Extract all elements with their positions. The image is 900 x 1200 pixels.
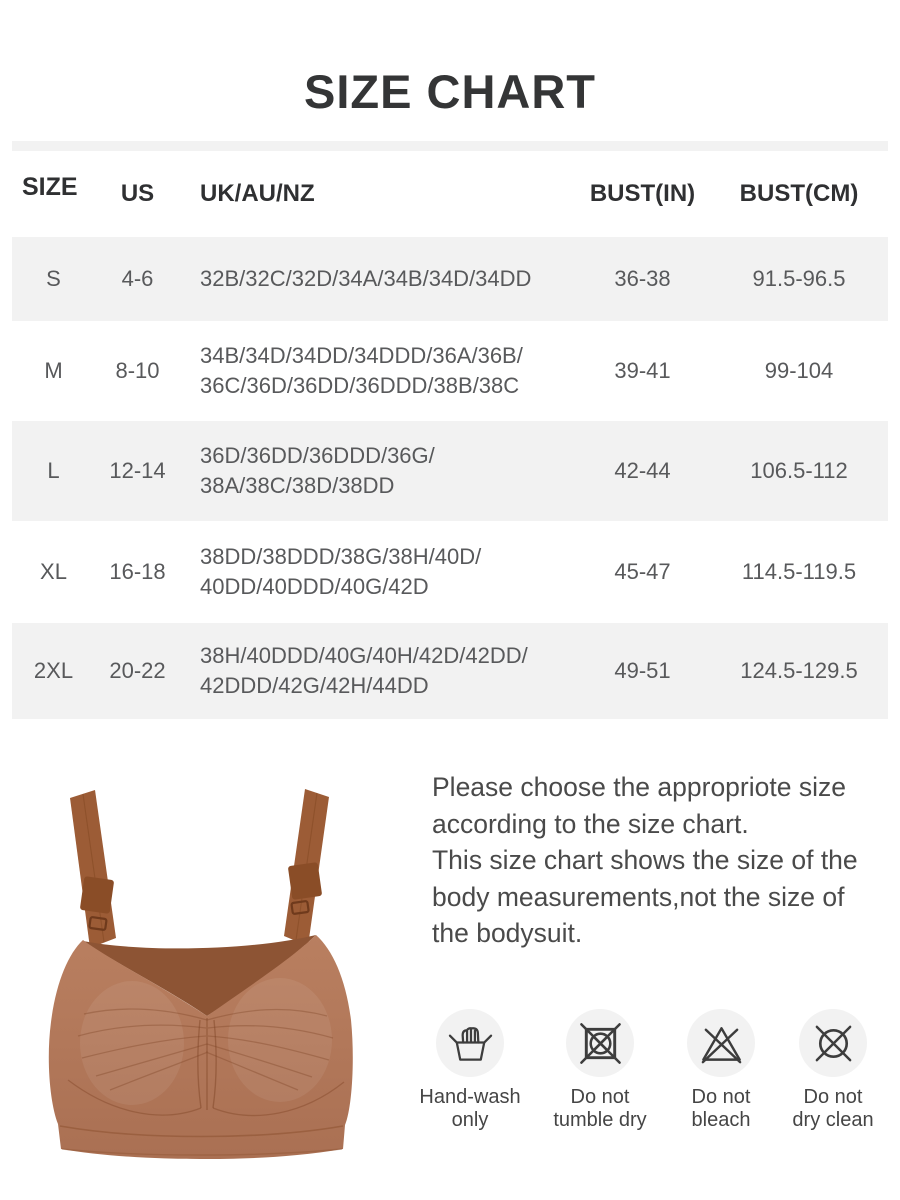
bust-in-cell: 39-41 bbox=[614, 358, 671, 383]
page-title: SIZE CHART bbox=[304, 65, 596, 118]
size-cell: S bbox=[46, 266, 61, 291]
care-label-line: Do not bbox=[803, 1086, 863, 1108]
uk-line: 38A/38C/38D/38DD bbox=[200, 473, 395, 498]
care-label bbox=[553, 1086, 646, 1132]
uk-line: 34B/34D/34DD/34DDD/36A/36B/ bbox=[200, 343, 523, 368]
bust-cm-cell: 106.5-112 bbox=[750, 458, 848, 483]
care-label bbox=[792, 1086, 873, 1132]
care-label bbox=[692, 1086, 751, 1132]
uk-line: 42DDD/42G/42H/44DD bbox=[200, 673, 429, 698]
us-cell: 12-14 bbox=[109, 458, 166, 483]
table-top-strip bbox=[12, 141, 888, 151]
care-label-line: Do not bbox=[691, 1086, 751, 1108]
bust-cm-cell: 91.5-96.5 bbox=[752, 266, 846, 291]
hand-wash-icon bbox=[436, 1009, 504, 1077]
bust-in-cell: 49-51 bbox=[614, 658, 671, 683]
header-us: US bbox=[120, 180, 155, 207]
care-instructions bbox=[0, 1009, 900, 1169]
note-line: the bodysuit. bbox=[432, 918, 583, 948]
table-row bbox=[12, 237, 888, 321]
size-cell: 2XL bbox=[33, 658, 74, 683]
care-item bbox=[535, 1009, 665, 1132]
us-cell: 8-10 bbox=[115, 358, 160, 383]
table-row bbox=[12, 521, 888, 623]
header-bust-cm: BUST(CM) bbox=[739, 180, 859, 207]
do-not-tumble-dry-icon bbox=[566, 1009, 634, 1077]
bust-in-cell: 36-38 bbox=[614, 266, 671, 291]
care-item bbox=[656, 1009, 786, 1132]
bust-in-cell: 42-44 bbox=[614, 458, 671, 483]
care-label-line: dry clean bbox=[792, 1109, 874, 1131]
size-chart-table bbox=[12, 141, 888, 719]
uk-line: 38H/40DDD/40G/40H/42D/42DD/ bbox=[200, 643, 528, 668]
note-line: body measurements,not the size of bbox=[432, 881, 845, 912]
uk-au-nz-cell bbox=[180, 441, 575, 501]
note-line: according to the size chart. bbox=[432, 808, 749, 839]
care-label-line: Hand-wash bbox=[419, 1086, 521, 1108]
size-cell: M bbox=[44, 358, 63, 383]
sizing-notes bbox=[432, 769, 892, 952]
do-not-dry-clean-icon bbox=[799, 1009, 867, 1077]
care-item bbox=[768, 1009, 898, 1132]
uk-au-nz-cell bbox=[180, 542, 575, 602]
care-label-line: Do not bbox=[570, 1086, 630, 1108]
uk-line: 38DD/38DDD/38G/38H/40D/ bbox=[200, 544, 482, 569]
table-header-row bbox=[12, 151, 888, 237]
uk-line: 40DD/40DDD/40G/42D bbox=[200, 574, 429, 599]
table-body bbox=[12, 237, 888, 719]
us-cell: 4-6 bbox=[121, 266, 154, 291]
care-item bbox=[405, 1009, 535, 1132]
size-cell: XL bbox=[40, 559, 67, 584]
note-line: This size chart shows the size of the bbox=[432, 845, 858, 875]
size-cell: L bbox=[47, 458, 60, 483]
uk-au-nz-cell bbox=[180, 641, 575, 701]
uk-au-nz-cell bbox=[180, 341, 575, 401]
uk-line: 36D/36DD/36DDD/36G/ bbox=[200, 443, 435, 468]
uk-line: 36C/36D/36DD/36DDD/38B/38C bbox=[200, 373, 520, 398]
care-label-line: tumble dry bbox=[553, 1109, 647, 1131]
bust-cm-cell: 114.5-119.5 bbox=[741, 559, 857, 584]
table-row bbox=[12, 321, 888, 421]
table-row bbox=[12, 623, 888, 719]
care-label-line: only bbox=[451, 1109, 489, 1131]
uk-line: 32B/32C/32D/34A/34B/34D/34DD bbox=[200, 266, 532, 291]
bust-in-cell: 45-47 bbox=[614, 559, 671, 584]
header-uk-au-nz: UK/AU/NZ bbox=[200, 180, 315, 207]
care-label bbox=[419, 1086, 520, 1132]
bust-cm-cell: 124.5-129.5 bbox=[740, 658, 858, 683]
us-cell: 20-22 bbox=[109, 658, 166, 683]
care-label-line: bleach bbox=[691, 1109, 751, 1131]
note-line: Please choose the appropriote size bbox=[432, 772, 846, 802]
us-cell: 16-18 bbox=[109, 559, 166, 584]
do-not-bleach-icon bbox=[687, 1009, 755, 1077]
uk-au-nz-cell bbox=[180, 264, 575, 294]
bust-cm-cell: 99-104 bbox=[764, 358, 834, 383]
header-size: SIZE bbox=[22, 172, 78, 201]
header-bust-in: BUST(IN) bbox=[589, 180, 696, 207]
table-row bbox=[12, 421, 888, 521]
